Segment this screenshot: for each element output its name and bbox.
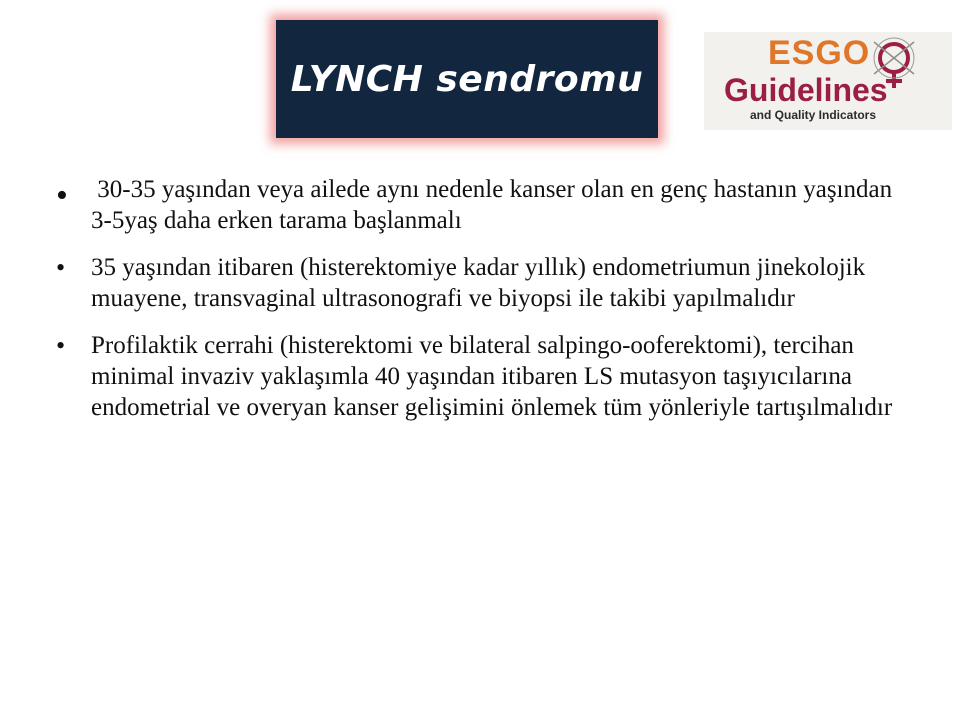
bullet-item (56, 330, 916, 423)
title-box (276, 20, 658, 138)
bullet-dot: • (56, 331, 66, 360)
bullet-dot: • (56, 177, 68, 214)
slide-title: LYNCH sendromu (290, 58, 644, 100)
bullet-text: 35 yaşından itibaren (histerektomiye kadar yıllık) endometriumun jinekolojik muayene, transvaginal ultrasonografi ve biyopsi ile takibi yapılmalıdır (91, 254, 866, 312)
bullet-text: 30-35 yaşından veya ailede aynı nedenle kanser olan en genç hastanın yaşından 3-5yaş daha erken tarama başlanmalı (91, 176, 899, 234)
logo-name: Guidelines (724, 72, 888, 108)
esgo-guidelines-logo (704, 32, 952, 130)
logo-brand: ESGO (768, 34, 871, 72)
bullet-item (56, 174, 916, 236)
logo-subtitle: and Quality Indicators (750, 108, 877, 122)
bullet-text: Profilaktik cerrahi (histerektomi ve bilateral salpingo-ooferektomi), tercihan minimal invaziv yaklaşımla 40 yaşından itibaren LS mutasyon taşıyıcılarına endometrial ve overyan kanser gelişimini önlemek tüm yönleriyle tartışılmalıdır (91, 332, 893, 421)
bullet-item (56, 252, 916, 314)
bullet-dot: • (56, 253, 66, 282)
bullet-list (56, 174, 916, 439)
